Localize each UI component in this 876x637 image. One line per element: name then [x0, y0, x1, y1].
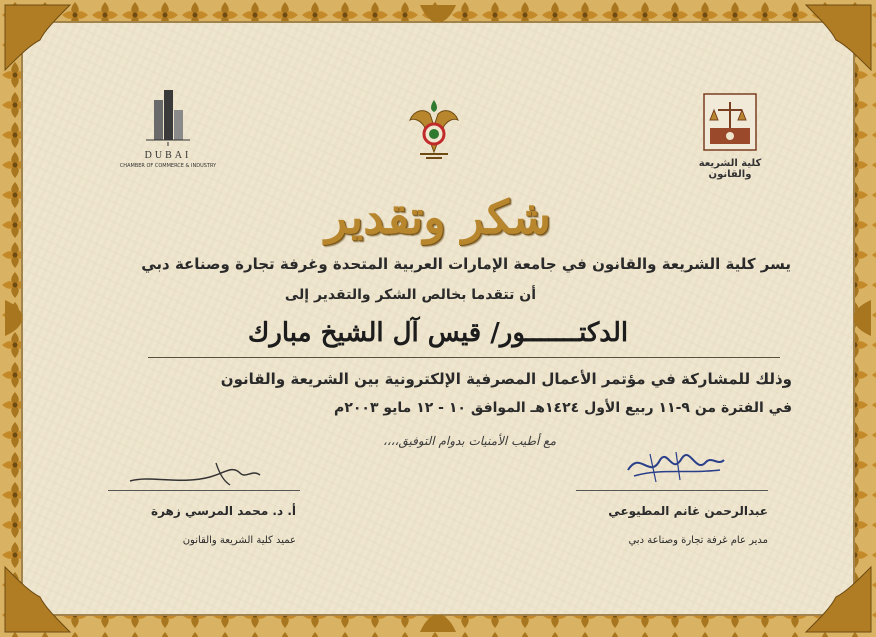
signature-left-line [108, 490, 300, 491]
certificate-closing: مع أطيب الأمنيات بدوام التوفيق،،،، [382, 434, 556, 448]
signature-right-line [576, 490, 768, 491]
signatory-left-title: عميد كلية الشريعة والقانون [182, 535, 296, 546]
recipient-underline [148, 357, 780, 358]
recipient-name: الدكتـــــــور/ قيس آل الشيخ مبارك [247, 318, 629, 348]
faculty-logo-caption: كلية الشريعة والقانون [698, 158, 762, 180]
certificate-reason: وذلك للمشاركة في مؤتمر الأعمال المصرفية الإلكترونية بين الشريعة والقانون [220, 370, 792, 388]
signature-right-icon [620, 440, 730, 490]
faculty-logo [702, 92, 758, 152]
certificate-period: في الفترة من ٩-١١ ربيع الأول ١٤٢٤هـ الموافق ١٠ - ١٢ مايو ٢٠٠٣م [334, 400, 792, 416]
uae-emblem-icon [400, 92, 468, 168]
certificate-offer: أن تتقدما بخالص الشكر والتقدير إلى [284, 287, 536, 303]
dubai-chamber-subtitle: CHAMBER OF COMMERCE & INDUSTRY [119, 163, 217, 169]
certificate-intro: يسر كلية الشريعة والقانون في جامعة الإمارات العربية المتحدة وغرفة تجارة وصناعة دبي [141, 255, 791, 273]
dubai-chamber-logo [140, 86, 196, 148]
certificate-title: شكر وتقدير [325, 190, 551, 244]
signature-left-icon [120, 455, 270, 495]
signatory-left-name: أ. د. محمد المرسي زهرة [150, 504, 296, 518]
signatory-right-name: عبدالرحمن غانم المطيوعي [608, 504, 768, 518]
dubai-chamber-name: DUBAI [144, 150, 192, 161]
signatory-right-title: مدير عام غرفة تجارة وصناعة دبي [628, 535, 768, 546]
